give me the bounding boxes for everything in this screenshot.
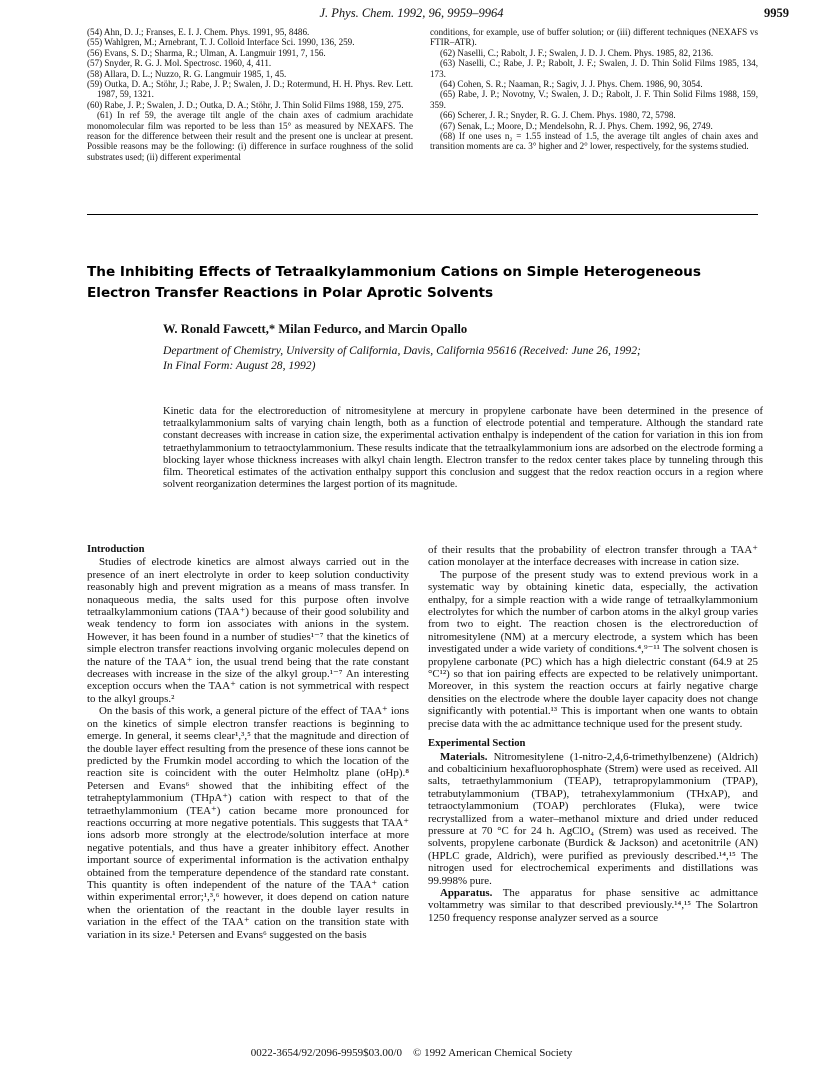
reference-item: (56) Evans, S. D.; Sharma, R.; Ulman, A. Langmuir 1991, 7, 156.: [87, 47, 326, 58]
reference-item: (59) Outka, D. A.; Stöhr, J.; Rabe, J. P.; Swalen, J. D.; Rotermund, H. H. Phys. Rev. Lett. 1987, 59, 1321.: [87, 79, 413, 100]
body-paragraph: [428, 887, 758, 924]
abstract: Kinetic data for the electroreduction of nitromesitylene at mercury in propylene carbonate have been determined in the presence of tetraalkylammonium salts of varying chain length, both as a function of electrode potential and temperature. Although the standard rate constant decreases with increase in cation size, the experimental activation enthalpy is independent of the cation for variation in this ion from tetraethylammonium to tetraoctylammonium. These results indicate that the tetraalkylammonium ions are adsorbed on the electrode forming a blocking layer whose thickness increases with alkyl chain length. Electron transfer to the redox center takes place by tunneling through this film. Theoretical estimates of the activation enthalpy support this conclusion and suggest that the redox reaction occurs in a region where solvent reorganization determines the largest portion of its magnitude.: [163, 406, 763, 491]
reference-item: (62) Naselli, C.; Rabolt, J. F.; Swalen, J. D. J. Chem. Phys. 1985, 82, 2136.: [440, 47, 714, 58]
reference-item: conditions, for example, use of buffer solution; or (iii) different techniques (NEXAFS vs FTIR–ATR).: [430, 27, 758, 48]
body-paragraph: Studies of electrode kinetics are almost always carried out in the presence of an inert electrolyte in order to keep solution conductivity reasonably high and prevent migration as a means of mass transfer. In nonaqueous media, the salts used for this purpose often involve tetraalkylammonium cations (TAA⁺) because of their good solubility and weak tendency to form ion associates with anions in the system. However, it has been found in a number of studies¹⁻⁷ that the kinetics of simple electron transfer reactions involving organic molecules depend on the nature of the TAA⁺ ion, the usual trend being that the rate constant decreases with increase in the size of the alkyl group.¹⁻⁷ An interesting exception occurs when the TAA⁺ cation is not symmetrical with respect to the alkyl groups.²: [87, 556, 409, 705]
affiliation-line: Department of Chemistry, University of California, Davis, California 95616 (Received: June 26, 1992;: [163, 344, 641, 357]
reference-item: (61) In ref 59, the average tilt angle of the chain axes of cadmium arachidate monomolecular film was reported to be less than 15° as measured by NEXAFS. The reason for the difference between their result and the present one is unclear at present. Possible reasons may be the following: (i) difference in surface roughness of the solid substrates used; (ii) different experimental: [87, 110, 413, 162]
body-paragraph: On the basis of this work, a general picture of the effect of TAA⁺ ions on the kinetics of simple electron transfer reactions is beginning to emerge. In general, it seems clear¹,³,⁵ that the magnitude and direction of the double layer effect resulting from the presence of these ions cannot be predicted by the Frumkin model according to which the location of the reaction site is coincident with the outer Helmholtz plane (oHp).⁸ Petersen and Evans⁶ showed that the inhibiting effect of the tetraheptylammonium (THpA⁺) cation with respect to that of the tetraethylammonium (TEA⁺) cation became more pronounced for reactions occurring at more negative potentials. This suggests that TAA⁺ ions adsorb more strongly at the electrode/solution interface at more negative potentials, and thus have a greater inhibitory effect. Another important source of experimental information is the activation enthalpy obtained from the temperature dependence of the standard rate constant. This quantity is often independent of the nature of the TAA⁺ cation within experimental error;¹,³,⁶ however, it does depend on cation nature when the orientation of the reactant in the double layer results in variation in the effect of the TAA⁺ cation on the transition state with variation in its size.¹ Petersen and Evans⁶ suggested on the basis: [87, 705, 409, 941]
body-paragraph: of their results that the probability of electron transfer through a TAA⁺ cation monolayer at the interface decreases with increase in cation size.: [428, 544, 758, 569]
reference-item: (58) Allara, D. L.; Nuzzo, R. G. Langmuir 1985, 1, 45.: [87, 68, 287, 79]
body-paragraph: [428, 751, 758, 887]
reference-item: (55) Wahlgren, M.; Arnebrant, T. J. Colloid Interface Sci. 1990, 136, 259.: [87, 37, 355, 48]
reference-item: (67) Senak, L.; Moore, D.; Mendelsohn, R. J. Phys. Chem. 1992, 96, 2749.: [440, 120, 713, 131]
reference-item: (57) Snyder, R. G. J. Mol. Spectrosc. 1960, 4, 411.: [87, 58, 272, 69]
reference-item: (64) Cohen, S. R.; Naaman, R.; Sagiv, J. J. Phys. Chem. 1986, 90, 3054.: [440, 79, 703, 90]
copyright-notice: © 1992 American Chemical Society: [412, 1047, 573, 1059]
body-column-right: [428, 544, 758, 924]
reference-item: (60) Rabe, J. P.; Swalen, J. D.; Outka, D. A.; Stöhr, J. Thin Solid Films 1988, 159, 275.: [87, 99, 404, 110]
received-dates: In Final Form: August 28, 1992): [163, 358, 316, 372]
body-paragraph: The purpose of the present study was to extend previous work in a systematic way by obtaining kinetic data, especially, the activation enthalpy, for a simple reaction with a wide range of tetraalkylammonium electrolytes for which the number of carbon atoms in the alkyl group varies from two to eight. The reaction chosen is the electroreduction of nitromesitylene (NM) at a mercury electrode, a system which has been investigated under a wide variety of conditions.⁴,⁹⁻¹¹ The solvent chosen is propylene carbonate (PC) which has a high dielectric constant (64.9 at 25 °C¹²) so that ion pairing effects are expected to be relatively unimportant. Moreover, in this system the reaction occurs at fairly negative charge densities on the electrode where the double layer capacity does not change significantly with potential.¹³ This is important when one wants to obtain precise data with the ac admittance technique used for the present study.: [428, 568, 758, 730]
issn-code: 0022-3654/92/2096-9959$03.00/0: [250, 1047, 402, 1059]
reference-item: (68) If one uses n₂ = 1.55 instead of 1.5, the average tilt angles of chain axes and transition moments are ca. 3° higher and 2° lower, respectively, for the systems studied.: [430, 131, 758, 152]
run-in-heading: Apparatus.: [440, 886, 493, 899]
reference-item: (66) Scherer, J. R.; Snyder, R. G. J. Chem. Phys. 1980, 72, 5798.: [440, 110, 676, 121]
running-header: J. Phys. Chem. 1992, 96, 9959–9964: [319, 6, 504, 20]
run-in-heading: Materials.: [440, 750, 488, 763]
reference-item: (63) Naselli, C.; Rabe, J. P.; Rabolt, J. F.; Swalen, J. D. Thin Solid Films 1985, 134, 173.: [430, 58, 758, 79]
page-number: 9959: [764, 6, 789, 20]
section-divider: [87, 214, 758, 215]
reference-item: (65) Rabe, J. P.; Novotny, V.; Swalen, J. D.; Rabolt, J. F. Thin Solid Films 1988, 159, 359.: [430, 89, 758, 110]
author-affiliation: [163, 344, 763, 373]
references-left-column: [87, 27, 413, 162]
section-heading-introduction: Introduction: [87, 544, 145, 555]
page-footer: [0, 1047, 823, 1059]
references-right-column: [430, 27, 758, 152]
article-authors: W. Ronald Fawcett,* Milan Fedurco, and Marcin Opallo: [163, 322, 468, 336]
paragraph-text: Nitromesitylene (1-nitro-2,4,6-trimethylbenzene) (Aldrich) and cobalticinium hexafluorophosphate (Strem) were used as received. All salts, tetraethylammonium (TEAP), tetrapropylammonium (TPAP), tetrabutylammonium (TBAP), tetrahexylammonium (THxAP), and tetraoctylammonium (TOAP) perchlorates (Fluka), were twice recrystallized from a water–methanol mixture and dried under reduced pressure at 70 °C for 24 h. AgClO₄ (Strem) was used as received. The solvents, propylene carbonate (Burdick & Jackson) and acetonitrile (AN) (HPLC grade, Aldrich), were purified as previously described.¹⁴,¹⁵ The nitrogen used for electrochemical experiments and distillations was 99.998% pure.: [428, 750, 758, 887]
article-title: The Inhibiting Effects of Tetraalkylammonium Cations on Simple Heterogeneous Electron Transfer Reactions in Polar Aprotic Solvents: [87, 264, 701, 301]
reference-item: (54) Ahn, D. J.; Franses, E. I. J. Chem. Phys. 1991, 95, 8486.: [87, 27, 310, 37]
paragraph-text: The apparatus for phase sensitive ac admittance voltammetry was similar to that described previously.¹⁴,¹⁵ The Solartron 1250 frequency response analyzer served as a source: [428, 886, 758, 924]
body-column-left: [87, 544, 409, 941]
section-heading-experimental: Experimental Section: [428, 738, 526, 750]
